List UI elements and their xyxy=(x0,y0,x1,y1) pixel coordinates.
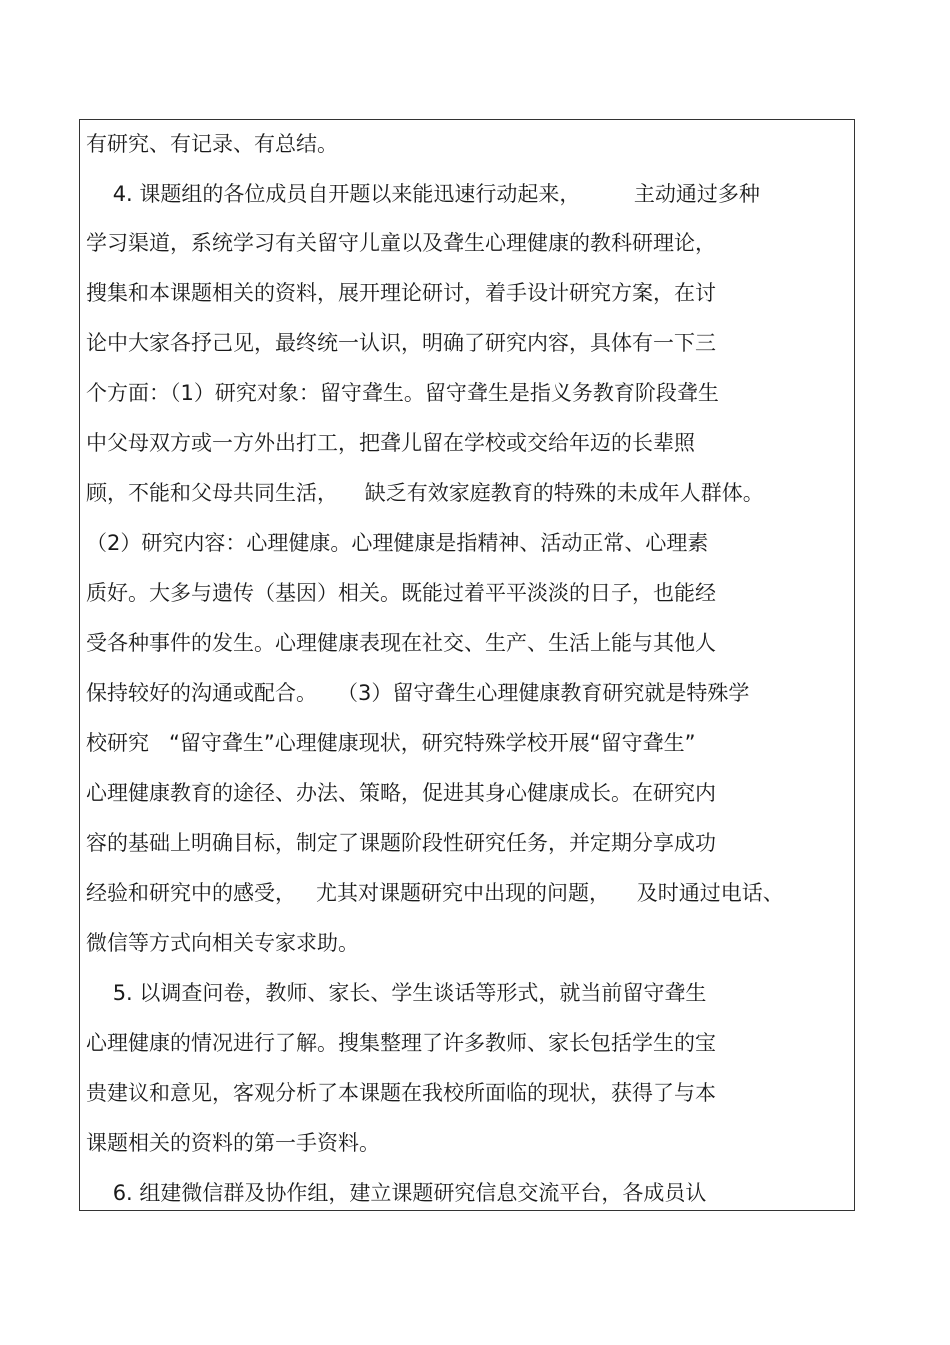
text-line: 质好。大多与遗传（基因）相关。既能过着平平淡淡的日子，也能经 xyxy=(86,581,716,605)
text-line: 受各种事件的发生。心理健康表现在社交、生产、生活上能与其他人 xyxy=(86,631,716,655)
text-line: 保持较好的沟通或配合。 （3）留守聋生心理健康教育研究就是特殊学 xyxy=(86,681,750,705)
text-line: 顾，不能和父母共同生活， 缺乏有效家庭教育的特殊的未成年人群体。 xyxy=(86,481,764,505)
text-line: 学习渠道，系统学习有关留守儿童以及聋生心理健康的教科研理论， xyxy=(86,231,716,255)
text-line: 心理健康的情况进行了解。搜集整理了许多教师、家长包括学生的宝 xyxy=(86,1031,716,1055)
text-line: 个方面：（1）研究对象：留守聋生。留守聋生是指义务教育阶段聋生 xyxy=(86,381,719,405)
text-line: 心理健康教育的途径、办法、策略，促进其身心健康成长。在研究内 xyxy=(86,781,716,805)
text-line: 贵建议和意见，客观分析了本课题在我校所面临的现状，获得了与本 xyxy=(86,1081,716,1105)
text-line: 有研究、有记录、有总结。 xyxy=(86,132,338,156)
text-line: 6. 组建微信群及协作组，建立课题研究信息交流平台，各成员认 xyxy=(86,1181,707,1205)
text-line: 搜集和本课题相关的资料，展开理论研讨，着手设计研究方案，在讨 xyxy=(86,281,716,305)
text-line: 课题相关的资料的第一手资料。 xyxy=(86,1131,380,1155)
text-line: 校研究 “留守聋生”心理健康现状，研究特殊学校开展“留守聋生” xyxy=(86,731,696,755)
text-line: 微信等方式向相关专家求助。 xyxy=(86,931,359,955)
text-line: 论中大家各抒己见，最终统一认识，明确了研究内容，具体有一下三 xyxy=(86,331,716,355)
text-line: 4. 课题组的各位成员自开题以来能迅速行动起来， 主动通过多种 xyxy=(86,182,760,206)
text-line: 5. 以调查问卷，教师、家长、学生谈话等形式，就当前留守聋生 xyxy=(86,981,707,1005)
text-line: 经验和研究中的感受， 尤其对课题研究中出现的问题， 及时通过电话、 xyxy=(86,881,784,905)
text-line: 容的基础上明确目标，制定了课题阶段性研究任务，并定期分享成功 xyxy=(86,831,716,855)
text-line: 中父母双方或一方外出打工，把聋儿留在学校或交给年迈的长辈照 xyxy=(86,431,695,455)
text-line: （2）研究内容：心理健康。心理健康是指精神、活动正常、心理素 xyxy=(86,531,709,555)
